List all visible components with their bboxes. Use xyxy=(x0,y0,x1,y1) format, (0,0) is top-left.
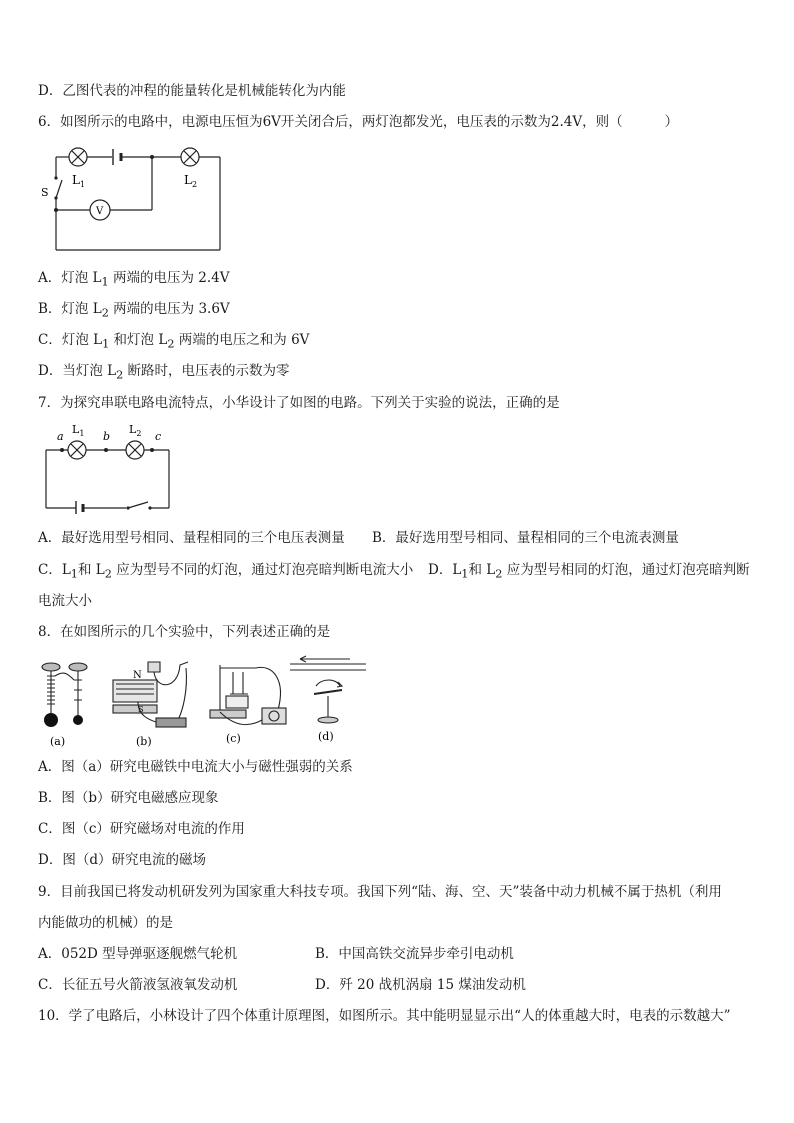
q10-stem: 10．学了电路后，小林设计了四个体重计原理图，如图所示。其中能明显显示出“人的体重越大时，电表的示数越大” xyxy=(38,1008,731,1024)
switch-label: S xyxy=(41,186,49,199)
option-text: 和灯泡 L xyxy=(109,332,168,348)
q9-option-d: D．歼 20 战机涡扇 15 煤油发动机 xyxy=(315,977,526,993)
battery-symbol xyxy=(76,501,83,514)
subscript: 2 xyxy=(495,567,503,581)
subscript: 2 xyxy=(101,306,109,320)
point-c-label: c xyxy=(155,430,162,443)
figure-label-a: (a) xyxy=(50,735,66,748)
option-text: A．灯泡 L xyxy=(38,270,102,286)
q6-option-c xyxy=(38,331,309,354)
figure-b-induction-setup xyxy=(113,662,188,727)
subscript: 2 xyxy=(104,567,112,581)
point-b-dot xyxy=(104,448,108,452)
q8-option-c: C．图（c）研究磁场对电流的作用 xyxy=(38,821,245,837)
figure-label-d: (d) xyxy=(318,730,334,743)
q8-experiment-figures xyxy=(38,650,368,750)
q6-stem-close: ） xyxy=(664,114,679,130)
voltmeter-label: V xyxy=(96,206,104,217)
q6-option-a xyxy=(38,269,230,292)
switch-contact-dot xyxy=(54,196,57,199)
q7-circuit-diagram xyxy=(38,422,178,514)
option-text: C．L xyxy=(38,562,71,578)
iron-filings xyxy=(44,713,58,727)
q6-circuit-diagram xyxy=(38,144,238,256)
q7-option-a: A．最好选用型号相同、量程相同的三个电压表测量 xyxy=(38,530,345,546)
iron-filings xyxy=(73,715,83,725)
figure-label-b: (b) xyxy=(136,735,152,748)
option-text: 应为型号相同的灯泡，通过灯泡亮暗判断 xyxy=(502,562,750,578)
option-text: 应为型号不同的灯泡，通过灯泡亮暗判断电流大小 xyxy=(111,562,414,578)
q7-option-d xyxy=(428,561,750,584)
switch-contact-dot xyxy=(54,176,57,179)
q6-stem xyxy=(38,113,678,131)
lamp-l1-label: $L_1$ xyxy=(72,423,85,438)
option-text: C．灯泡 L xyxy=(38,332,103,348)
figure-d-compass-setup xyxy=(290,656,366,723)
q9-option-b: B．中国高铁交流异步牵引电动机 xyxy=(315,946,514,962)
lamp-l2-label: $L_2$ xyxy=(129,423,142,438)
figure-label-c: (c) xyxy=(226,732,241,745)
subscript: 1 xyxy=(70,567,78,581)
subscript: 1 xyxy=(102,337,110,351)
q6-stem-text: 6．如图所示的电路中，电源电压恒为6V开关闭合后，两灯泡都发光，电压表的示数为2.4V，则（ xyxy=(38,114,623,130)
option-text: D．L xyxy=(428,562,462,578)
junction-dot xyxy=(54,208,58,212)
figure-a-electromagnets xyxy=(42,663,87,716)
junction-dot xyxy=(150,155,154,159)
q9-stem-line1: 9．目前我国已将发动机研发列为国家重大科技专项。我国下列“陆、海、空、天”装备中动力机械不属于热机（利用 xyxy=(38,884,722,900)
magnet-n-label: N xyxy=(133,670,142,681)
q8-option-b: B．图（b）研究电磁感应现象 xyxy=(38,790,219,806)
option-text: 两端的电压之和为 6V xyxy=(174,332,310,348)
magnet-s-label: S xyxy=(138,705,144,714)
option-text: 两端的电压为 2.4V xyxy=(108,270,230,286)
subscript: 1 xyxy=(101,275,109,289)
q9-option-a: A．052D 型导弹驱逐舰燃气轮机 xyxy=(38,946,238,962)
figure-c-magnetic-force-setup xyxy=(210,665,286,725)
option-text: D．当灯泡 L xyxy=(38,363,117,379)
point-a-label: a xyxy=(57,430,64,443)
option-text: 和 L xyxy=(77,562,105,578)
q9-option-c: C．长征五号火箭液氢液氧发动机 xyxy=(38,977,238,993)
q8-option-a: A．图（a）研究电磁铁中电流大小与磁性强弱的关系 xyxy=(38,759,353,775)
point-a-dot xyxy=(60,448,64,452)
q9-stem-line2: 内能做功的机械）的是 xyxy=(38,915,173,931)
q7-option-d-continued: 电流大小 xyxy=(38,593,92,609)
lamp-l2-label: $L_2$ xyxy=(184,173,198,189)
q7-option-c xyxy=(38,561,413,584)
option-text: 和 L xyxy=(468,562,496,578)
option-text: 断路时，电压表的示数为零 xyxy=(123,363,290,379)
option-text: 两端的电压为 3.6V xyxy=(108,301,230,317)
q7-option-b: B．最好选用型号相同、量程相同的三个电流表测量 xyxy=(372,530,679,546)
q6-option-b xyxy=(38,300,230,323)
point-b-label: b xyxy=(103,430,111,443)
q8-stem: 8．在如图所示的几个实验中，下列表述正确的是 xyxy=(38,624,331,640)
subscript: 1 xyxy=(461,567,469,581)
switch-contact-dot xyxy=(126,506,129,509)
q6-option-d xyxy=(38,362,290,385)
point-c-dot xyxy=(150,448,154,452)
battery-symbol xyxy=(113,149,121,165)
option-text: B．灯泡 L xyxy=(38,301,102,317)
subscript: 2 xyxy=(116,368,124,382)
q7-stem: 7．为探究串联电路电流特点，小华设计了如图的电路。下列关于实验的说法，正确的是 xyxy=(38,395,560,411)
switch-contact-dot xyxy=(148,506,151,509)
q5-option-d: D．乙图代表的冲程的能量转化是机械能转化为内能 xyxy=(38,83,346,99)
lamp-l1-label: $L_1$ xyxy=(72,173,86,189)
subscript: 2 xyxy=(167,337,175,351)
q8-option-d: D．图（d）研究电流的磁场 xyxy=(38,852,206,868)
